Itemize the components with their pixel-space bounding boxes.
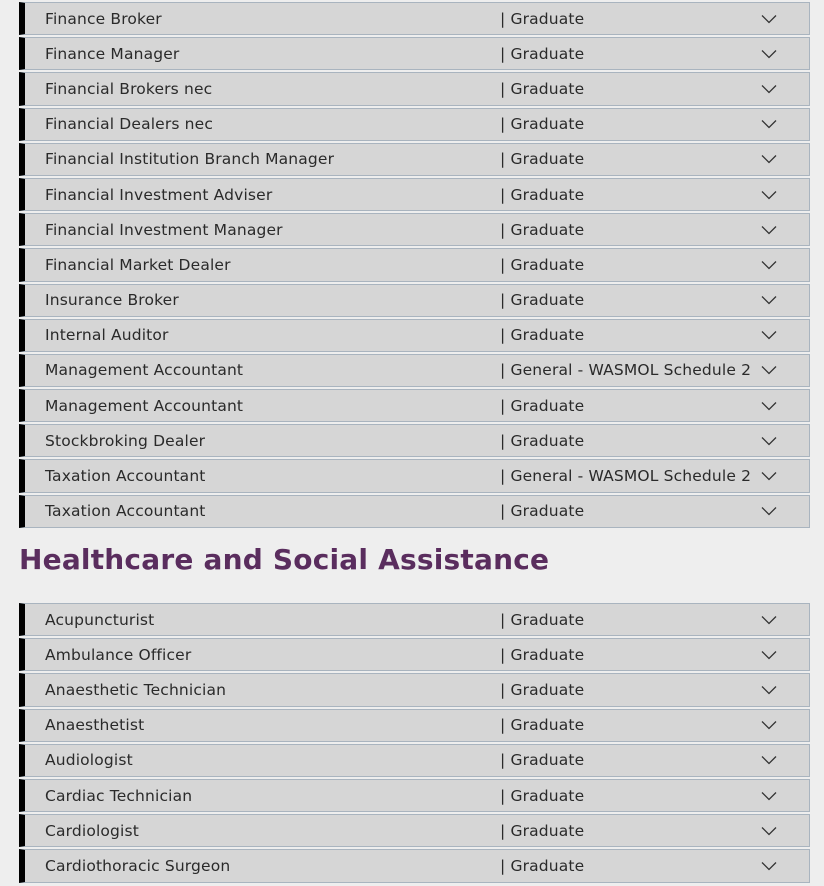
occupation-category: | Graduate: [500, 396, 585, 415]
occupation-list-healthcare: [19, 603, 810, 885]
occupation-accordion-row[interactable]: [19, 424, 810, 457]
chevron-down-icon[interactable]: [761, 791, 777, 801]
occupation-title: Finance Manager: [45, 44, 180, 63]
occupation-title: Stockbroking Dealer: [45, 431, 206, 450]
occupation-title: Taxation Accountant: [45, 502, 206, 521]
occupation-accordion-row[interactable]: [19, 814, 810, 847]
occupation-title: Internal Auditor: [45, 326, 169, 345]
occupation-accordion-row[interactable]: [19, 72, 810, 105]
occupation-title: Insurance Broker: [45, 291, 179, 310]
chevron-down-icon[interactable]: [761, 471, 777, 481]
occupation-category: | Graduate: [500, 821, 585, 840]
occupation-title: Audiologist: [45, 751, 133, 770]
occupation-accordion-row[interactable]: [19, 673, 810, 706]
chevron-down-icon[interactable]: [761, 650, 777, 660]
chevron-down-icon[interactable]: [761, 295, 777, 305]
chevron-down-icon[interactable]: [761, 615, 777, 625]
occupation-title: Cardiothoracic Surgeon: [45, 856, 231, 875]
chevron-down-icon[interactable]: [761, 49, 777, 59]
occupation-category: | Graduate: [500, 79, 585, 98]
chevron-down-icon[interactable]: [761, 225, 777, 235]
occupation-category: | Graduate: [500, 220, 585, 239]
occupation-category: | Graduate: [500, 255, 585, 274]
occupation-title: Financial Investment Manager: [45, 220, 283, 239]
occupation-accordion-row[interactable]: [19, 37, 810, 70]
occupation-accordion-row[interactable]: [19, 638, 810, 671]
occupation-category: | Graduate: [500, 786, 585, 805]
occupation-title: Financial Dealers nec: [45, 115, 214, 134]
occupation-accordion-row[interactable]: [19, 143, 810, 176]
occupation-accordion-row[interactable]: [19, 495, 810, 528]
chevron-down-icon[interactable]: [761, 260, 777, 270]
occupation-category: | Graduate: [500, 680, 585, 699]
occupation-accordion-row[interactable]: [19, 2, 810, 35]
occupation-category: | Graduate: [500, 326, 585, 345]
occupation-category: | Graduate: [500, 115, 585, 134]
chevron-down-icon[interactable]: [761, 154, 777, 164]
occupation-category: | Graduate: [500, 645, 585, 664]
occupation-category: | Graduate: [500, 610, 585, 629]
chevron-down-icon[interactable]: [761, 755, 777, 765]
chevron-down-icon[interactable]: [761, 436, 777, 446]
occupation-title: Financial Investment Adviser: [45, 185, 273, 204]
occupation-accordion-row[interactable]: [19, 603, 810, 636]
occupation-title: Acupuncturist: [45, 610, 155, 629]
occupation-category: | General - WASMOL Schedule 2: [500, 361, 752, 380]
occupation-title: Management Accountant: [45, 396, 244, 415]
occupation-category: | Graduate: [500, 431, 585, 450]
occupation-list-finance: [19, 2, 810, 530]
occupation-category: | Graduate: [500, 502, 585, 521]
chevron-down-icon[interactable]: [761, 190, 777, 200]
occupation-accordion-row[interactable]: [19, 849, 810, 882]
occupation-accordion-row[interactable]: [19, 319, 810, 352]
occupation-category: | Graduate: [500, 9, 585, 28]
chevron-down-icon[interactable]: [761, 685, 777, 695]
chevron-down-icon[interactable]: [761, 330, 777, 340]
occupation-title: Cardiac Technician: [45, 786, 193, 805]
occupation-title: Finance Broker: [45, 9, 162, 28]
occupation-accordion-row[interactable]: [19, 178, 810, 211]
occupation-category: | Graduate: [500, 44, 585, 63]
occupation-title: Anaesthetic Technician: [45, 680, 227, 699]
occupation-category: | Graduate: [500, 185, 585, 204]
occupation-category: | Graduate: [500, 150, 585, 169]
occupation-title: Financial Institution Branch Manager: [45, 150, 335, 169]
occupation-category: | General - WASMOL Schedule 2: [500, 467, 752, 486]
occupation-accordion-row[interactable]: [19, 108, 810, 141]
occupation-accordion-row[interactable]: [19, 459, 810, 492]
occupation-title: Cardiologist: [45, 821, 139, 840]
chevron-down-icon[interactable]: [761, 720, 777, 730]
occupation-title: Financial Brokers nec: [45, 79, 213, 98]
occupation-category: | Graduate: [500, 856, 585, 875]
chevron-down-icon[interactable]: [761, 826, 777, 836]
occupation-accordion-row[interactable]: [19, 389, 810, 422]
occupation-title: Management Accountant: [45, 361, 244, 380]
occupation-accordion-row[interactable]: [19, 779, 810, 812]
chevron-down-icon[interactable]: [761, 84, 777, 94]
chevron-down-icon[interactable]: [761, 14, 777, 24]
chevron-down-icon[interactable]: [761, 365, 777, 375]
chevron-down-icon[interactable]: [761, 861, 777, 871]
occupation-accordion-row[interactable]: [19, 248, 810, 281]
occupation-title: Taxation Accountant: [45, 467, 206, 486]
chevron-down-icon[interactable]: [761, 506, 777, 516]
occupation-accordion-row[interactable]: [19, 284, 810, 317]
chevron-down-icon[interactable]: [761, 119, 777, 129]
occupation-accordion-row[interactable]: [19, 709, 810, 742]
chevron-down-icon[interactable]: [761, 401, 777, 411]
occupation-accordion-row[interactable]: [19, 213, 810, 246]
occupation-title: Anaesthetist: [45, 716, 145, 735]
occupation-title: Financial Market Dealer: [45, 255, 231, 274]
occupation-accordion-row[interactable]: [19, 744, 810, 777]
section-heading-healthcare: Healthcare and Social Assistance: [19, 543, 550, 576]
occupation-category: | Graduate: [500, 751, 585, 770]
occupation-accordion-row[interactable]: [19, 354, 810, 387]
occupation-title: Ambulance Officer: [45, 645, 192, 664]
occupation-category: | Graduate: [500, 716, 585, 735]
occupation-category: | Graduate: [500, 291, 585, 310]
